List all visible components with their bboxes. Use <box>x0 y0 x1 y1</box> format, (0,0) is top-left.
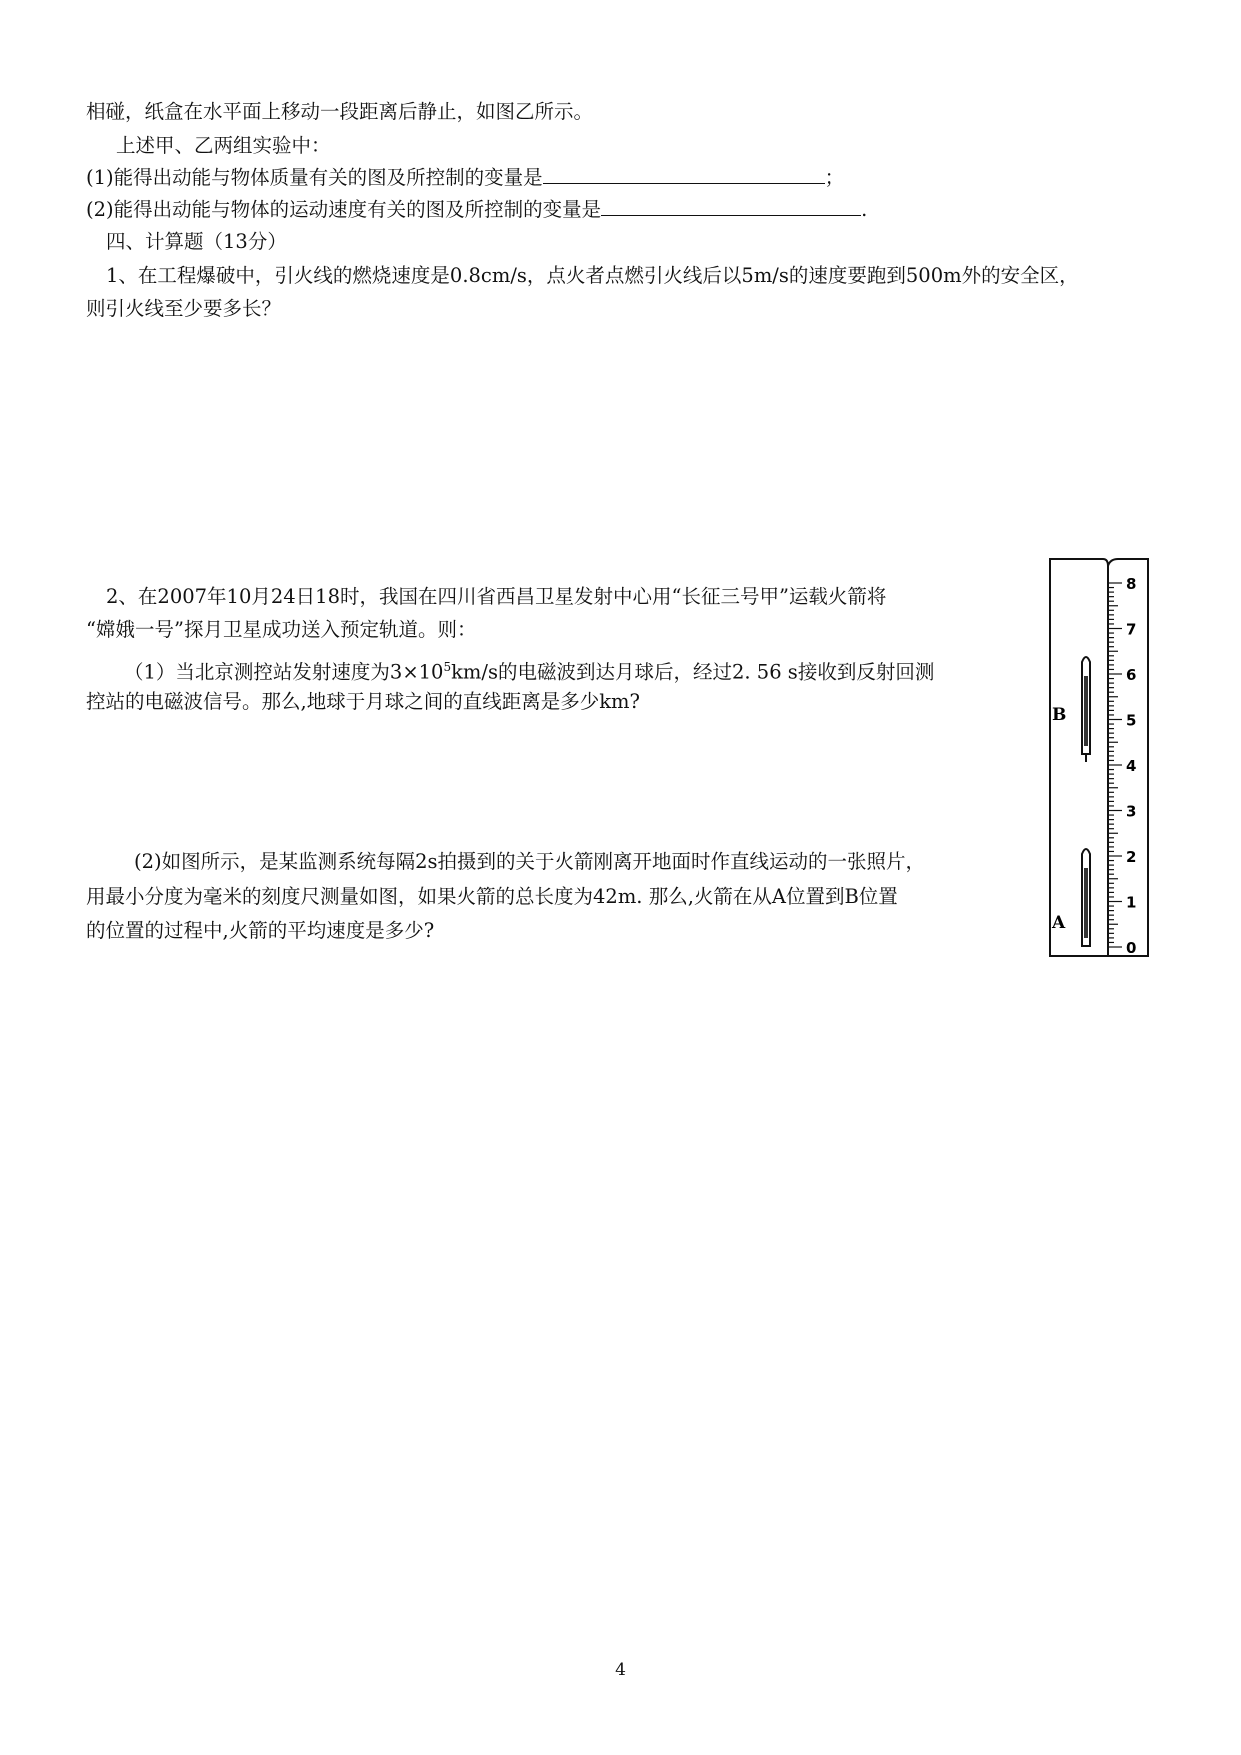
rocket-ruler-figure <box>1048 556 1158 961</box>
ruler-number-label: 1 <box>1126 893 1137 912</box>
ruler-number-label: 6 <box>1126 666 1137 684</box>
fill-question-2-suffix: . <box>861 198 868 221</box>
exponent: 5 <box>443 660 452 674</box>
intro-line-1: 相碰，纸盒在水平面上移动一段距离后静止，如图乙所示。 <box>86 100 594 123</box>
problem-2-line-2: “嫦娥一号”探月卫星成功送入预定轨道。则： <box>86 618 477 641</box>
answer-blank-2[interactable] <box>601 195 861 216</box>
label-a: A <box>1052 913 1066 933</box>
fill-question-1 <box>86 163 844 193</box>
ruler-number-label: 3 <box>1126 802 1137 821</box>
ruler-number-label: 2 <box>1126 848 1137 866</box>
intro-line-2: 上述甲、乙两组实验中： <box>116 134 331 157</box>
fill-question-2-text: (2)能得出动能与物体的运动速度有关的图及所控制的变量是 <box>86 198 602 221</box>
problem-2-part-2-line-2: 用最小分度为毫米的刻度尺测量如图，如果火箭的总长度为42m. 那么,火箭在从A位置到B位置 <box>86 885 898 908</box>
problem-2-line-1: 2、在2007年10月24日18时，我国在四川省西昌卫星发射中心用“长征三号甲”运载火箭将 <box>106 585 887 608</box>
ruler-number-label: 0 <box>1126 939 1137 957</box>
fill-question-1-text: (1)能得出动能与物体质量有关的图及所控制的变量是 <box>86 166 543 189</box>
ruler-number-label: 7 <box>1126 620 1137 639</box>
ruler-number-label: 5 <box>1126 711 1137 730</box>
problem-2-part-1-line-2: 控站的电磁波信号。那么,地球于月球之间的直线距离是多少km? <box>86 690 640 713</box>
ruler-number-label: 8 <box>1126 575 1137 593</box>
ruler-number-label: 4 <box>1126 757 1137 775</box>
part-1-text-a: （1）当北京测控站发射速度为3×10 <box>124 660 444 684</box>
problem-2-part-1-line-1 <box>124 652 934 688</box>
ruler-number-labels <box>1126 575 1136 957</box>
problem-2-part-2-line-3: 的位置的过程中,火箭的平均速度是多少? <box>86 919 435 942</box>
problem-2-part-2-line-1: (2)如图所示，是某监测系统每隔2s拍摄到的关于火箭刚离开地面时作直线运动的一张照片， <box>134 850 926 873</box>
section-heading: 四、计算题（13分） <box>106 230 287 253</box>
problem-1-line-2: 则引火线至少要多长？ <box>86 297 282 320</box>
label-b: B <box>1052 705 1067 725</box>
page-number: 4 <box>615 1660 626 1680</box>
fill-question-2 <box>86 195 867 225</box>
rocket-a-icon <box>1082 849 1090 946</box>
rocket-b-icon <box>1082 657 1090 762</box>
answer-blank-1[interactable] <box>543 163 825 184</box>
fill-question-1-suffix: ； <box>824 166 845 189</box>
problem-1-line-1: 1、在工程爆破中，引火线的燃烧速度是0.8cm/s，点火者点燃引火线后以5m/s的速度要跑到500m外的安全区， <box>106 264 1079 287</box>
part-1-text-b: km/s的电磁波到达月球后，经过2. 56 s接收到反射回测 <box>451 660 935 684</box>
